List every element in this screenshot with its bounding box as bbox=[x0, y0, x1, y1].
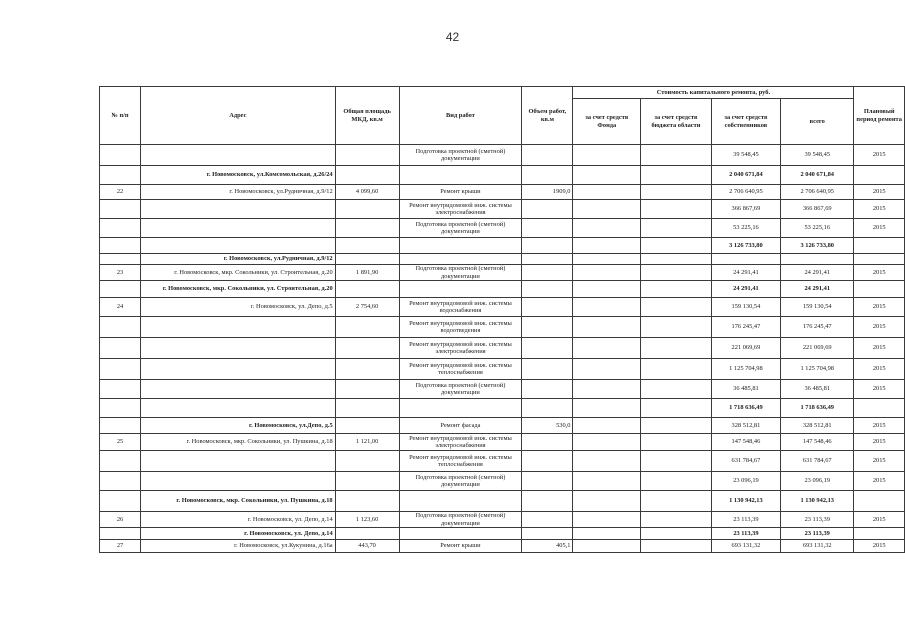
cell-period bbox=[854, 491, 905, 512]
cell-fund bbox=[573, 145, 641, 166]
cell-num bbox=[100, 418, 141, 434]
table-row bbox=[100, 528, 905, 540]
table-row bbox=[100, 317, 905, 338]
table-row bbox=[100, 399, 905, 418]
cell-fund bbox=[573, 265, 641, 281]
header-num: № п/п bbox=[100, 87, 141, 145]
cell-num bbox=[100, 238, 141, 254]
cell-volume bbox=[522, 317, 573, 338]
cell-total: 366 867,69 bbox=[781, 200, 854, 219]
cell-work: Подготовка проектной (сметной) документации bbox=[399, 472, 522, 491]
cell-work: Подготовка проектной (сметной) документации bbox=[399, 380, 522, 399]
cell-budget bbox=[641, 200, 712, 219]
cell-fund bbox=[573, 491, 641, 512]
cell-volume bbox=[522, 145, 573, 166]
cell-address: г. Новомосковск, ул. Депо, д.14 bbox=[141, 512, 336, 528]
cell-address bbox=[141, 359, 336, 380]
cell-period bbox=[854, 166, 905, 185]
cell-fund bbox=[573, 418, 641, 434]
table-row bbox=[100, 540, 905, 553]
cell-owners: 24 291,41 bbox=[711, 265, 780, 281]
cell-budget bbox=[641, 145, 712, 166]
cell-budget bbox=[641, 298, 712, 317]
cell-area bbox=[335, 399, 399, 418]
cell-period bbox=[854, 281, 905, 298]
cell-period: 2015 bbox=[854, 451, 905, 472]
cell-work: Ремонт внутридомовой инж. системы теплоснабжения bbox=[399, 451, 522, 472]
cell-owners: 159 130,54 bbox=[711, 298, 780, 317]
cell-fund bbox=[573, 185, 641, 200]
cell-area bbox=[335, 281, 399, 298]
cell-total: 53 225,16 bbox=[781, 219, 854, 238]
cell-volume bbox=[522, 472, 573, 491]
cell-budget bbox=[641, 528, 712, 540]
table-row bbox=[100, 380, 905, 399]
cell-total: 23 096,19 bbox=[781, 472, 854, 491]
cell-num bbox=[100, 254, 141, 265]
header-work-type: Вид работ bbox=[399, 87, 522, 145]
cell-owners bbox=[711, 254, 780, 265]
cell-budget bbox=[641, 185, 712, 200]
cell-work: Подготовка проектной (сметной) документации bbox=[399, 219, 522, 238]
cell-area bbox=[335, 238, 399, 254]
cell-area bbox=[335, 338, 399, 359]
table-body bbox=[100, 145, 905, 553]
cell-budget bbox=[641, 491, 712, 512]
cell-total: 1 130 942,13 bbox=[781, 491, 854, 512]
cell-budget bbox=[641, 238, 712, 254]
cell-owners: 2 040 671,84 bbox=[711, 166, 780, 185]
cell-address bbox=[141, 200, 336, 219]
cell-period: 2015 bbox=[854, 219, 905, 238]
cell-address: г. Новомосковск, мкр. Сокольники, ул. Строительная, д.20 bbox=[141, 281, 336, 298]
cell-period: 2015 bbox=[854, 434, 905, 451]
cell-work bbox=[399, 254, 522, 265]
cell-num: 23 bbox=[100, 265, 141, 281]
cell-fund bbox=[573, 219, 641, 238]
table-row bbox=[100, 219, 905, 238]
cell-address: г. Новомосковск, ул.Рудничная, д.9/12 bbox=[141, 185, 336, 200]
cell-budget bbox=[641, 359, 712, 380]
cell-address: г. Новомосковск, мкр. Сокольники, ул. Пушкина, д.18 bbox=[141, 434, 336, 451]
cell-address bbox=[141, 145, 336, 166]
cell-address: г. Новомосковск, ул.Рудничная, д.9/12 bbox=[141, 254, 336, 265]
table-row bbox=[100, 281, 905, 298]
cell-owners: 2 706 640,95 bbox=[711, 185, 780, 200]
cell-owners: 328 512,81 bbox=[711, 418, 780, 434]
cell-num bbox=[100, 359, 141, 380]
table-row bbox=[100, 512, 905, 528]
cell-address: г. Новомосковск, ул.Депо, д.5 bbox=[141, 418, 336, 434]
capital-repair-table bbox=[99, 86, 905, 553]
cell-period: 2015 bbox=[854, 380, 905, 399]
table-row bbox=[100, 472, 905, 491]
table-row bbox=[100, 451, 905, 472]
cell-total: 1 718 636,49 bbox=[781, 399, 854, 418]
cell-budget bbox=[641, 281, 712, 298]
cell-address bbox=[141, 451, 336, 472]
cell-num bbox=[100, 528, 141, 540]
cell-fund bbox=[573, 200, 641, 219]
cell-address: г. Новомосковск, мкр. Сокольники, ул. Строительная, д.20 bbox=[141, 265, 336, 281]
table-row bbox=[100, 265, 905, 281]
cell-area bbox=[335, 219, 399, 238]
cell-total: 631 784,67 bbox=[781, 451, 854, 472]
cell-period bbox=[854, 528, 905, 540]
cell-area bbox=[335, 200, 399, 219]
cell-area: 2 754,60 bbox=[335, 298, 399, 317]
cell-period bbox=[854, 399, 905, 418]
cell-area bbox=[335, 359, 399, 380]
cell-period: 2015 bbox=[854, 472, 905, 491]
cell-volume bbox=[522, 491, 573, 512]
cell-volume bbox=[522, 512, 573, 528]
cell-work: Ремонт внутридомовой инж. системы теплоснабжения bbox=[399, 359, 522, 380]
cell-period: 2015 bbox=[854, 418, 905, 434]
cell-fund bbox=[573, 399, 641, 418]
header-period: Плановый период ремонта bbox=[854, 87, 905, 145]
cell-area: 1 891,90 bbox=[335, 265, 399, 281]
cell-area bbox=[335, 451, 399, 472]
cell-work bbox=[399, 238, 522, 254]
cell-budget bbox=[641, 399, 712, 418]
cell-work bbox=[399, 166, 522, 185]
cell-address bbox=[141, 317, 336, 338]
cell-period: 2015 bbox=[854, 185, 905, 200]
cell-owners: 36 485,81 bbox=[711, 380, 780, 399]
cell-period: 2015 bbox=[854, 298, 905, 317]
cell-budget bbox=[641, 317, 712, 338]
header-cost-group: Стоимость капитального ремонта, руб. bbox=[573, 87, 854, 99]
header-total: всего bbox=[781, 99, 854, 145]
cell-address bbox=[141, 338, 336, 359]
cell-total: 176 245,47 bbox=[781, 317, 854, 338]
table-row bbox=[100, 434, 905, 451]
cell-address: г. Новомосковск, мкр. Сокольники, ул. Пушкина, д.18 bbox=[141, 491, 336, 512]
cell-fund bbox=[573, 434, 641, 451]
cell-fund bbox=[573, 540, 641, 553]
cell-budget bbox=[641, 338, 712, 359]
cell-num bbox=[100, 472, 141, 491]
cell-owners: 23 113,39 bbox=[711, 512, 780, 528]
cell-owners: 23 096,19 bbox=[711, 472, 780, 491]
table-row bbox=[100, 145, 905, 166]
cell-work bbox=[399, 281, 522, 298]
cell-fund bbox=[573, 298, 641, 317]
table-row bbox=[100, 200, 905, 219]
cell-fund bbox=[573, 451, 641, 472]
header-owners: за счет средств собственников bbox=[711, 99, 780, 145]
cell-period: 2015 bbox=[854, 200, 905, 219]
header-volume: Объем работ, кв.м bbox=[522, 87, 573, 145]
cell-owners: 53 225,16 bbox=[711, 219, 780, 238]
cell-owners: 1 718 636,49 bbox=[711, 399, 780, 418]
cell-budget bbox=[641, 512, 712, 528]
cell-fund bbox=[573, 359, 641, 380]
cell-volume bbox=[522, 380, 573, 399]
cell-work: Ремонт внутридомовой инж. системы водоснабжения bbox=[399, 298, 522, 317]
cell-volume bbox=[522, 200, 573, 219]
cell-period: 2015 bbox=[854, 359, 905, 380]
cell-num: 27 bbox=[100, 540, 141, 553]
cell-work: Ремонт фасада bbox=[399, 418, 522, 434]
cell-period: 2015 bbox=[854, 265, 905, 281]
cell-owners: 24 291,41 bbox=[711, 281, 780, 298]
cell-num bbox=[100, 399, 141, 418]
cell-area bbox=[335, 380, 399, 399]
cell-volume bbox=[522, 338, 573, 359]
cell-volume bbox=[522, 254, 573, 265]
cell-total: 23 113,39 bbox=[781, 528, 854, 540]
cell-owners: 366 867,69 bbox=[711, 200, 780, 219]
cell-volume: 530,0 bbox=[522, 418, 573, 434]
table-row bbox=[100, 491, 905, 512]
cell-fund bbox=[573, 281, 641, 298]
cell-address bbox=[141, 380, 336, 399]
cell-total: 221 069,69 bbox=[781, 338, 854, 359]
cell-num bbox=[100, 145, 141, 166]
cell-period: 2015 bbox=[854, 145, 905, 166]
header-area: Общая площадь МКД, кв.м bbox=[335, 87, 399, 145]
cell-total: 23 113,39 bbox=[781, 512, 854, 528]
cell-budget bbox=[641, 219, 712, 238]
cell-total: 24 291,41 bbox=[781, 281, 854, 298]
cell-owners: 39 548,45 bbox=[711, 145, 780, 166]
cell-work bbox=[399, 399, 522, 418]
cell-area bbox=[335, 472, 399, 491]
cell-budget bbox=[641, 418, 712, 434]
cell-address bbox=[141, 472, 336, 491]
cell-num: 24 bbox=[100, 298, 141, 317]
cell-address: г. Новомосковск, ул.Кукунина, д.16а bbox=[141, 540, 336, 553]
cell-volume bbox=[522, 451, 573, 472]
cell-area bbox=[335, 418, 399, 434]
cell-address bbox=[141, 219, 336, 238]
cell-work: Ремонт крыши bbox=[399, 540, 522, 553]
cell-work: Ремонт внутридомовой инж. системы электроснабжения bbox=[399, 338, 522, 359]
header-fund: за счет средств Фонда bbox=[573, 99, 641, 145]
cell-area bbox=[335, 528, 399, 540]
cell-period: 2015 bbox=[854, 512, 905, 528]
cell-volume bbox=[522, 528, 573, 540]
page-number: 42 bbox=[445, 30, 460, 44]
cell-total: 39 548,45 bbox=[781, 145, 854, 166]
cell-total: 1 125 704,98 bbox=[781, 359, 854, 380]
cell-total: 147 548,46 bbox=[781, 434, 854, 451]
cell-address: г. Новомосковск, ул. Депо, д.5 bbox=[141, 298, 336, 317]
cell-period bbox=[854, 254, 905, 265]
cell-budget bbox=[641, 540, 712, 553]
cell-num bbox=[100, 451, 141, 472]
cell-area: 4 099,60 bbox=[335, 185, 399, 200]
cell-num bbox=[100, 317, 141, 338]
cell-num bbox=[100, 166, 141, 185]
cell-area bbox=[335, 254, 399, 265]
cell-volume: 405,1 bbox=[522, 540, 573, 553]
cell-fund bbox=[573, 338, 641, 359]
cell-num: 25 bbox=[100, 434, 141, 451]
table-row bbox=[100, 418, 905, 434]
cell-num bbox=[100, 338, 141, 359]
cell-total: 36 485,81 bbox=[781, 380, 854, 399]
cell-total: 3 126 733,80 bbox=[781, 238, 854, 254]
cell-num: 22 bbox=[100, 185, 141, 200]
cell-num bbox=[100, 200, 141, 219]
cell-work bbox=[399, 491, 522, 512]
cell-num: 26 bbox=[100, 512, 141, 528]
cell-work: Ремонт внутридомовой инж. системы электроснабжения bbox=[399, 434, 522, 451]
cell-fund bbox=[573, 238, 641, 254]
cell-total: 159 130,54 bbox=[781, 298, 854, 317]
table-row bbox=[100, 185, 905, 200]
cell-total: 24 291,41 bbox=[781, 265, 854, 281]
table-row bbox=[100, 166, 905, 185]
header-budget: за счет средств бюджета области bbox=[641, 99, 712, 145]
table-row bbox=[100, 359, 905, 380]
cell-period: 2015 bbox=[854, 540, 905, 553]
cell-period: 2015 bbox=[854, 338, 905, 359]
cell-work: Подготовка проектной (сметной) документации bbox=[399, 512, 522, 528]
cell-budget bbox=[641, 434, 712, 451]
table-row bbox=[100, 254, 905, 265]
cell-num bbox=[100, 281, 141, 298]
cell-volume: 1909,0 bbox=[522, 185, 573, 200]
cell-work bbox=[399, 528, 522, 540]
cell-period: 2015 bbox=[854, 317, 905, 338]
header-address: Адрес bbox=[141, 87, 336, 145]
cell-owners: 23 113,39 bbox=[711, 528, 780, 540]
cell-work: Ремонт крыши bbox=[399, 185, 522, 200]
cell-total: 328 512,81 bbox=[781, 418, 854, 434]
cell-volume bbox=[522, 399, 573, 418]
cell-volume bbox=[522, 166, 573, 185]
cell-total bbox=[781, 254, 854, 265]
cell-work: Подготовка проектной (сметной) документации bbox=[399, 145, 522, 166]
cell-area: 443,70 bbox=[335, 540, 399, 553]
cell-budget bbox=[641, 451, 712, 472]
table-row bbox=[100, 338, 905, 359]
cell-area: 1 121,00 bbox=[335, 434, 399, 451]
cell-owners: 147 548,46 bbox=[711, 434, 780, 451]
cell-fund bbox=[573, 166, 641, 185]
cell-volume bbox=[522, 281, 573, 298]
cell-budget bbox=[641, 166, 712, 185]
cell-owners: 693 131,32 bbox=[711, 540, 780, 553]
cell-total: 693 131,32 bbox=[781, 540, 854, 553]
cell-num bbox=[100, 219, 141, 238]
cell-owners: 1 125 704,98 bbox=[711, 359, 780, 380]
cell-num bbox=[100, 491, 141, 512]
cell-volume bbox=[522, 238, 573, 254]
cell-address bbox=[141, 238, 336, 254]
cell-fund bbox=[573, 317, 641, 338]
table-row bbox=[100, 238, 905, 254]
cell-fund bbox=[573, 528, 641, 540]
cell-fund bbox=[573, 380, 641, 399]
cell-address: г. Новомосковск, ул. Депо, д.14 bbox=[141, 528, 336, 540]
cell-period bbox=[854, 238, 905, 254]
cell-budget bbox=[641, 472, 712, 491]
cell-fund bbox=[573, 472, 641, 491]
cell-owners: 1 130 942,13 bbox=[711, 491, 780, 512]
cell-owners: 631 784,67 bbox=[711, 451, 780, 472]
cell-volume bbox=[522, 298, 573, 317]
cell-volume bbox=[522, 265, 573, 281]
cell-address bbox=[141, 399, 336, 418]
cell-owners: 3 126 733,80 bbox=[711, 238, 780, 254]
cell-fund bbox=[573, 254, 641, 265]
cell-fund bbox=[573, 512, 641, 528]
cell-owners: 176 245,47 bbox=[711, 317, 780, 338]
cell-area bbox=[335, 317, 399, 338]
cell-address: г. Новомосковск, ул.Комсомольская, д.26/24 bbox=[141, 166, 336, 185]
cell-area: 1 123,60 bbox=[335, 512, 399, 528]
table-row bbox=[100, 298, 905, 317]
cell-volume bbox=[522, 434, 573, 451]
cell-volume bbox=[522, 219, 573, 238]
cell-area bbox=[335, 145, 399, 166]
cell-work: Ремонт внутридомовой инж. системы электроснабжения bbox=[399, 200, 522, 219]
cell-budget bbox=[641, 254, 712, 265]
cell-owners: 221 069,69 bbox=[711, 338, 780, 359]
cell-budget bbox=[641, 265, 712, 281]
cell-num bbox=[100, 380, 141, 399]
cell-total: 2 040 671,84 bbox=[781, 166, 854, 185]
cell-work: Ремонт внутридомовой инж. системы водоотведения bbox=[399, 317, 522, 338]
cell-total: 2 706 640,95 bbox=[781, 185, 854, 200]
cell-volume bbox=[522, 359, 573, 380]
cell-area bbox=[335, 491, 399, 512]
cell-work: Подготовка проектной (сметной) документации bbox=[399, 265, 522, 281]
cell-budget bbox=[641, 380, 712, 399]
cell-area bbox=[335, 166, 399, 185]
